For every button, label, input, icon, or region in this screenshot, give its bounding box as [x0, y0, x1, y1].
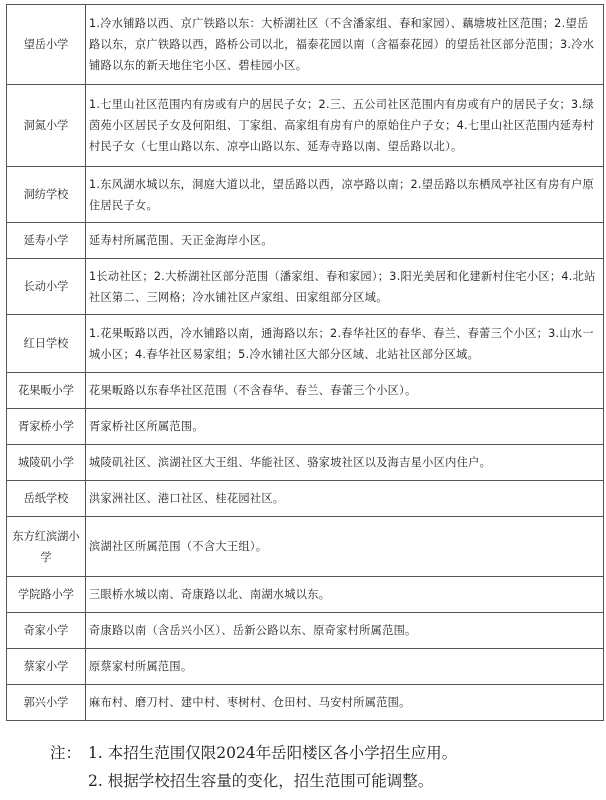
note-item: 2. 根据学校招生容量的变化，招生范围可能调整。: [88, 772, 434, 790]
enrollment-range: 延寿村所属范围、天正金海岸小区。: [86, 223, 604, 259]
enrollment-range: 麻布村、磨刀村、建中村、枣树村、仓田村、马安村所属范围。: [86, 685, 604, 721]
table-row: [7, 5, 604, 85]
note-item: 1. 本招生范围仅限2024年岳阳楼区各小学招生应用。: [88, 744, 458, 762]
school-name: 花果畈小学: [7, 373, 86, 409]
enrollment-range: 1.冷水铺路以西、京广铁路以东：大桥湖社区（不含潘家组、春和家园）、藕塘坡社区范围；2.望岳路以东，京广铁路以西，路桥公司以北，福泰花园以南（含福泰花园）的望岳社区部分范围；3.冷水铺路以东的新天地住宅小区、碧桂园小区。: [86, 5, 604, 85]
table-row: [7, 409, 604, 445]
school-name: 洞氮小学: [7, 85, 86, 167]
school-name: 延寿小学: [7, 223, 86, 259]
enrollment-range: 胥家桥社区所属范围。: [86, 409, 604, 445]
table-row: [7, 167, 604, 223]
table-row: [7, 223, 604, 259]
enrollment-range: 三眼桥水城以南、奇康路以北、南湖水城以东。: [86, 577, 604, 613]
school-name: 城陵矶小学: [7, 445, 86, 481]
enrollment-range: 1.花果畈路以西，冷水铺路以南，通海路以东；2.春华社区的春华、春兰、春蕾三个小区；3.山水一城小区；4.春华社区易家组；5.冷水铺社区大部分区域、北站社区部分区域。: [86, 315, 604, 373]
enrollment-range: 1长动社区；2.大桥湖社区部分范围（潘家组、春和家园）；3.阳光美居和化建新村住宅小区；4.北站社区第二、三网格；冷水铺社区卢家组、田家组部分区域。: [86, 259, 604, 315]
school-name: 红日学校: [7, 315, 86, 373]
enrollment-range: 1.七里山社区范围内有房或有户的居民子女；2.三、五公司社区范围内有房或有户的居民子女；3.绿茵苑小区居民子女及何阳组、丁家组、高家组有房有户的原始住户子女；4.七里山社区范围内延寿村村民子女（七里山路以东、凉亭山路以东、延寿寺路以南、望岳路以北）。: [86, 85, 604, 167]
note-row: [50, 767, 457, 795]
table-row: [7, 445, 604, 481]
enrollment-range: 洪家洲社区、港口社区、桂花园社区。: [86, 481, 604, 517]
table-row: [7, 373, 604, 409]
note-row: [50, 739, 457, 767]
enrollment-range: 1.东风湖水城以东，洞庭大道以北，望岳路以西，凉亭路以南；2.望岳路以东栖凤亭社区有房有户原住居民子女。: [86, 167, 604, 223]
enrollment-range: 原蔡家村所属范围。: [86, 649, 604, 685]
table-row: [7, 259, 604, 315]
enrollment-range: 奇康路以南（含岳兴小区）、岳新公路以东、原奇家村所属范围。: [86, 613, 604, 649]
enrollment-table: [6, 4, 604, 721]
table-row: [7, 685, 604, 721]
school-name: 郭兴小学: [7, 685, 86, 721]
enrollment-range: 滨湖社区所属范围（不含大王组）。: [86, 517, 604, 577]
table-row: [7, 315, 604, 373]
school-name: 东方红滨湖小学: [7, 517, 86, 577]
table-row: [7, 613, 604, 649]
table-row: [7, 85, 604, 167]
school-name: 岳纸学校: [7, 481, 86, 517]
school-name: 学院路小学: [7, 577, 86, 613]
enrollment-range: 花果畈路以东春华社区范围（不含春华、春兰、春蕾三个小区）。: [86, 373, 604, 409]
school-name: 蔡家小学: [7, 649, 86, 685]
table-row: [7, 517, 604, 577]
notes-lead: 注：: [50, 744, 82, 762]
school-name: 奇家小学: [7, 613, 86, 649]
school-name: 洞纺学校: [7, 167, 86, 223]
school-name: 胥家桥小学: [7, 409, 86, 445]
enrollment-range: 城陵矶社区、滨湖社区大王组、华能社区、骆家坡社区以及海吉星小区内住户。: [86, 445, 604, 481]
school-name: 长动小学: [7, 259, 86, 315]
notes: [50, 739, 457, 795]
school-name: 望岳小学: [7, 5, 86, 85]
table-row: [7, 649, 604, 685]
table-row: [7, 577, 604, 613]
table-row: [7, 481, 604, 517]
